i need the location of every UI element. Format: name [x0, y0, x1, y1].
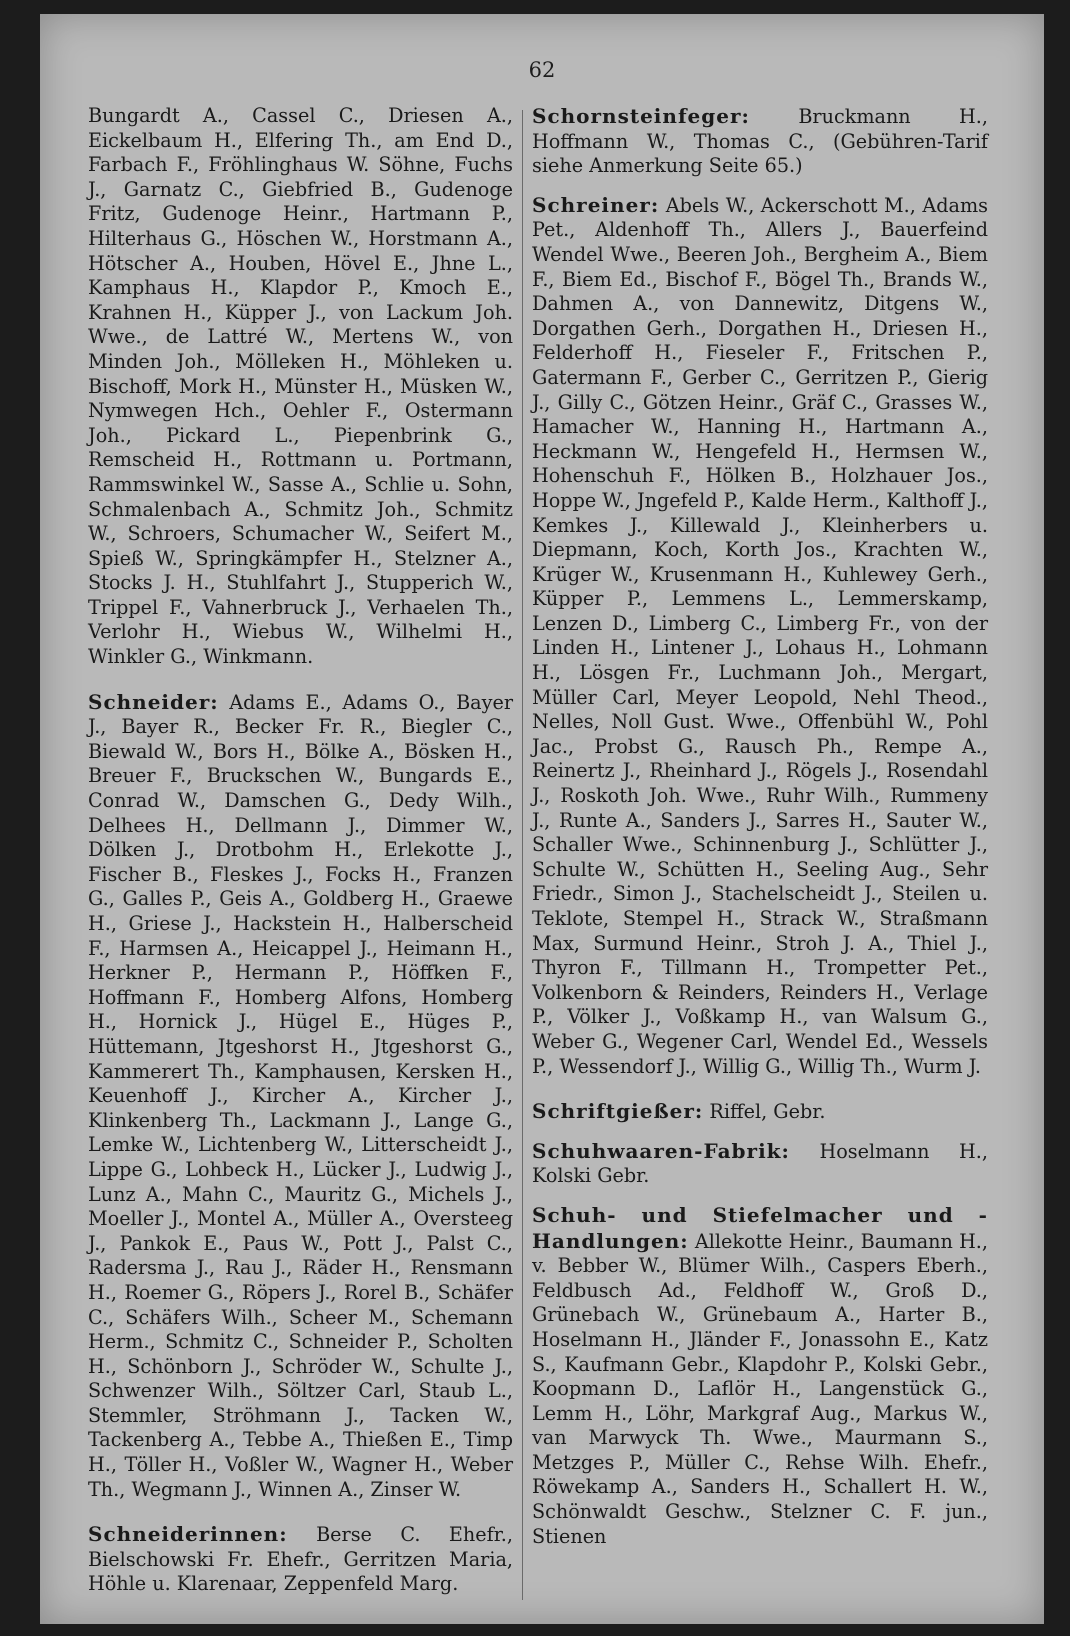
- left-column: [88, 104, 513, 1597]
- text-schneiderinnen: Berse C. Ehefr., Bielschowski Fr. Ehefr., Gerritzen Maria, Höhle u. Klarenaar, Zeppenfeld Marg.: [88, 1523, 513, 1596]
- page-number: 62: [528, 58, 556, 82]
- heading-schneider: Schneider:: [88, 689, 219, 714]
- heading-schneiderinnen: Schneiderinnen:: [88, 1522, 288, 1547]
- heading-schornsteinfeger: Schornsteinfeger:: [532, 104, 750, 128]
- entry-schneiderinnen: [88, 1522, 513, 1597]
- text-schriftgiesser: Riffel, Gebr.: [709, 1100, 826, 1124]
- entry-schriftgiesser: [532, 1099, 988, 1125]
- entry-schuhwaaren: [532, 1139, 988, 1189]
- entry-schuhmacher: [532, 1203, 988, 1549]
- left-intro-text: Bungardt A., Cassel C., Driesen A., Eickelbaum H., Elfering Th., am End D., Farbach F., Fröhlinghaus W. Söhne, Fuchs J., Garnatz C., Giebfried B., Gudenoge Fritz, Gudenoge Heinr., Hartmann P., Hilterhaus G., Höschen W., Horstmann A., Hötscher A., Houben, Hövel E., Jhne L., Kamphaus H., Klapdor P., Kmoch E., Krahnen H., Küpper J., von Lackum Joh. Wwe., de Lattré W., Mertens W., von Minden Joh., Mölleken H., Möhleken u. Bischoff, Mork H., Münster H., Müsken W., Nymwegen Hch., Oehler F., Ostermann Joh., Pickard L., Piepenbrink G., Remscheid H., Rottmann u. Portmann, Rammswinkel W., Sasse A., Schlie u. Sohn, Schmalenbach A., Schmitz Joh., Schmitz W., Schroers, Schumacher W., Seifert M., Spieß W., Springkämpfer H., Stelzner A., Stocks J. H., Stuhlfahrt J., Stupperich W., Trippel F., Vahnerbruck J., Verhaelen Th., Verlohr H., Wiebus W., Wilhelmi H., Winkler G., Winkmann.: [88, 104, 513, 669]
- heading-schreiner: Schreiner:: [532, 192, 660, 217]
- text-schuhmacher: Allekotte Heinr., Baumann H., v. Bebber W., Blümer Wilh., Caspers Eberh., Feldbusch Ad., Feldhoff W., Groß D., Grünebach W., Grünebaum A., Harter B., Hoselmann H., Jländer F., Jonassohn E., Katz S., Kaufmann Gebr., Klapdohr P., Kolski Gebr., Koopmann D., Laflör H., Langenstück G., Lemm H., Löhr, Markgraf Aug., Markus W., van Marwyck Th. Wwe., Maurmann S., Metzges P., Müller C., Rehse Wilh. Ehefr., Röwekamp A., Sanders H., Schallert H. W., Schönwaldt Geschw., Stelzner C. F. jun., Stienen: [532, 1229, 988, 1548]
- heading-schriftgiesser: Schriftgießer:: [532, 1099, 704, 1124]
- right-column: [532, 104, 988, 1549]
- scanned-page: [40, 14, 1044, 1624]
- text-schornsteinfeger: Bruckmann H., Hoffmann W., Thomas C., (Gebühren-Tarif siehe Anmerkung Seite 65.): [532, 105, 988, 178]
- entry-schreiner: [532, 193, 988, 1079]
- heading-schuhmacher: Schuh- und Stiefelmacher und -Handlungen:: [532, 1202, 988, 1253]
- text-schuhwaaren: Hoselmann H., Kolski Gebr.: [532, 1139, 988, 1188]
- entry-schornsteinfeger: [532, 104, 988, 179]
- column-divider: [522, 110, 523, 1600]
- heading-schuhwaaren: Schuhwaaren-Fabrik:: [532, 1138, 790, 1163]
- text-schneider: Adams E., Adams O., Bayer J., Bayer R., Becker Fr. R., Biegler C., Biewald W., Bors H., Bölke A., Bösken H., Breuer F., Bruckschen W., Bungards E., Conrad W., Damschen G., Dedy Wilh., Delhees H., Dellmann J., Dimmer W., Dölken J., Drotbohm H., Erlekotte J., Fischer B., Fleskes J., Focks H., Franzen G., Galles P., Geis A., Goldberg H., Graewe H., Griese J., Hackstein H., Halberscheid F., Harmsen A., Heicappel J., Heimann H., Herkner P., Hermann P., Höffken F., Hoffmann F., Homberg Alfons, Homberg H., Hornick J., Hügel E., Hüges P., Hüttemann, Jtgeshorst H., Jtgeshorst G., Kammerert Th., Kamphausen, Kersken H., Keuenhoff J., Kircher A., Kircher J., Klinkenberg Th., Lackmann J., Lange G., Lemke W., Lichtenberg W., Litterscheidt J., Lippe G., Lohbeck H., Lücker J., Ludwig J., Lunz A., Mahn C., Mauritz G., Michels J., Moeller J., Montel A., Müller A., Oversteeg J., Pankok E., Paus W., Pott J., Palst C., Radersma J., Rau J., Räder H., Rensmann H., Roemer G., Röpers J., Rorel B., Schäfer C., Schäfers Wilh., Scheer M., Schemann Herm., Schmitz C., Schneider P., Scholten H., Schönborn J., Schröder W., Schulte J., Schwenzer Wilh., Söltzer Carl, Staub L., Stemmler, Ströhmann J., Tacken W., Tackenberg A., Tebbe A., Thießen E., Timp H., Töller H., Voßler W., Wagner H., Weber Th., Wegmann J., Winnen A., Zinser W.: [88, 690, 513, 1501]
- entry-schneider: [88, 690, 513, 1503]
- text-schreiner: Abels W., Ackerschott M., Adams Pet., Aldenhoff Th., Allers J., Bauerfeind Wendel Wwe., Beeren Joh., Bergheim A., Biem F., Biem Ed., Bischof F., Bögel Th., Brands W., Dahmen A., von Dannewitz, Ditgens W., Dorgathen Gerh., Dorgathen H., Driesen H., Felderhoff H., Fieseler F., Fritschen P., Gatermann F., Gerber C., Gerritzen P., Gierig J., Gilly C., Götzen Heinr., Gräf C., Grasses W., Hamacher W., Hanning H., Hartmann A., Heckmann W., Hengefeld H., Hermsen W., Hohenschuh F., Hölken B., Holzhauer Jos., Hoppe W., Jngefeld P., Kalde Herm., Kalthoff J., Kemkes J., Killewald J., Kleinherbers u. Diepmann, Koch, Korth Jos., Krachten W., Krüger W., Krusenmann H., Kuhlewey Gerh., Küpper P., Lemmens L., Lemmerskamp, Lenzen D., Limberg C., Limberg Fr., von der Linden H., Lintener J., Lohaus H., Lohmann H., Lösgen Fr., Luchmann Joh., Mergart, Müller Carl, Meyer Leopold, Nehl Theod., Nelles, Noll Gust. Wwe., Offenbühl W., Pohl Jac., Probst G., Rausch Ph., Rempe A., Reinertz J., Rheinhard J., Rögels J., Rosendahl J., Roskoth Joh. Wwe., Ruhr Wilh., Rummeny J., Runte A., Sanders J., Sarres H., Sauter W., Schaller Wwe., Schinnenburg J., Schlütter J., Schulte W., Schütten H., Seeling Aug., Sehr Friedr., Simon J., Stachelscheidt J., Steilen u. Teklote, Stempel H., Strack W., Straßmann Max, Surmund Heinr., Stroh J. A., Thiel J., Thyron F., Tillmann H., Trompetter Pet., Volkenborn & Reinders, Reinders H., Verlage P., Völker J., Voßkamp H., van Walsum G., Weber G., Wegener Carl, Wendel Ed., Wessels P., Wessendorf J., Willig G., Willig Th., Wurm J.: [532, 193, 989, 1078]
